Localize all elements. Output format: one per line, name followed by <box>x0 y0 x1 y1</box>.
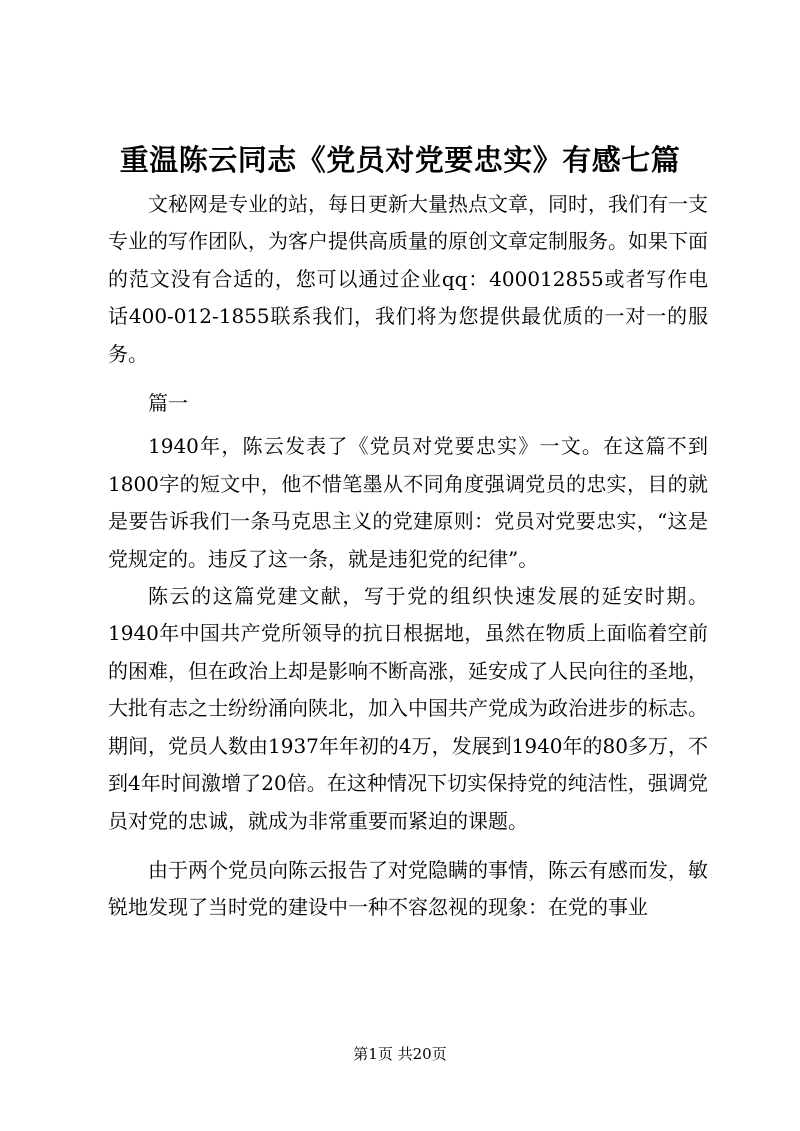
document-title: 重温陈云同志《党员对党要忠实》有感七篇 <box>119 143 681 177</box>
body-paragraph: 由于两个党员向陈云报告了对党隐瞒的事情，陈云有感而发，敏锐地发现了当时党的建设中一种不容忽视的现象：在党的事业 <box>108 857 708 920</box>
body-paragraph: 1940年，陈云发表了《党员对党要忠实》一文。在这篇不到1800字的短文中，他不惜笔墨从不同角度强调党员的忠实，目的就是要告诉我们一条马克思主义的党建原则：党员对党要忠实，“这是党规定的。违反了这一条，就是违犯党的纪律”。 <box>108 434 708 571</box>
page-footer: 第1页 共20页 <box>353 1045 447 1063</box>
document-body <box>108 186 708 927</box>
body-paragraph: 陈云的这篇党建文献，写于党的组织快速发展的延安时期。1940年中国共产党所领导的抗日根据地，虽然在物质上面临着空前的困难，但在政治上却是影响不断高涨，延安成了人民向往的圣地，大批有志之士纷纷涌向陕北，加入中国共产党成为政治进步的标志。期间，党员人数由1937年年初的4万，发展到1940年的80多万，不到4年时间激增了20倍。在这种情况下切实保持党的纯洁性，强调党员对党的忠诚，就成为非常重要而紧迫的课题。 <box>108 584 708 833</box>
section-heading: 篇一 <box>148 391 188 416</box>
intro-paragraph: 文秘网是专业的站，每日更新大量热点文章，同时，我们有一支专业的写作团队，为客户提供高质量的原创文章定制服务。如果下面的范文没有合适的，您可以通过企业qq：400012855或者写作电话400-012-1855联系我们，我们将为您提供最优质的一对一的服务。 <box>108 192 708 366</box>
